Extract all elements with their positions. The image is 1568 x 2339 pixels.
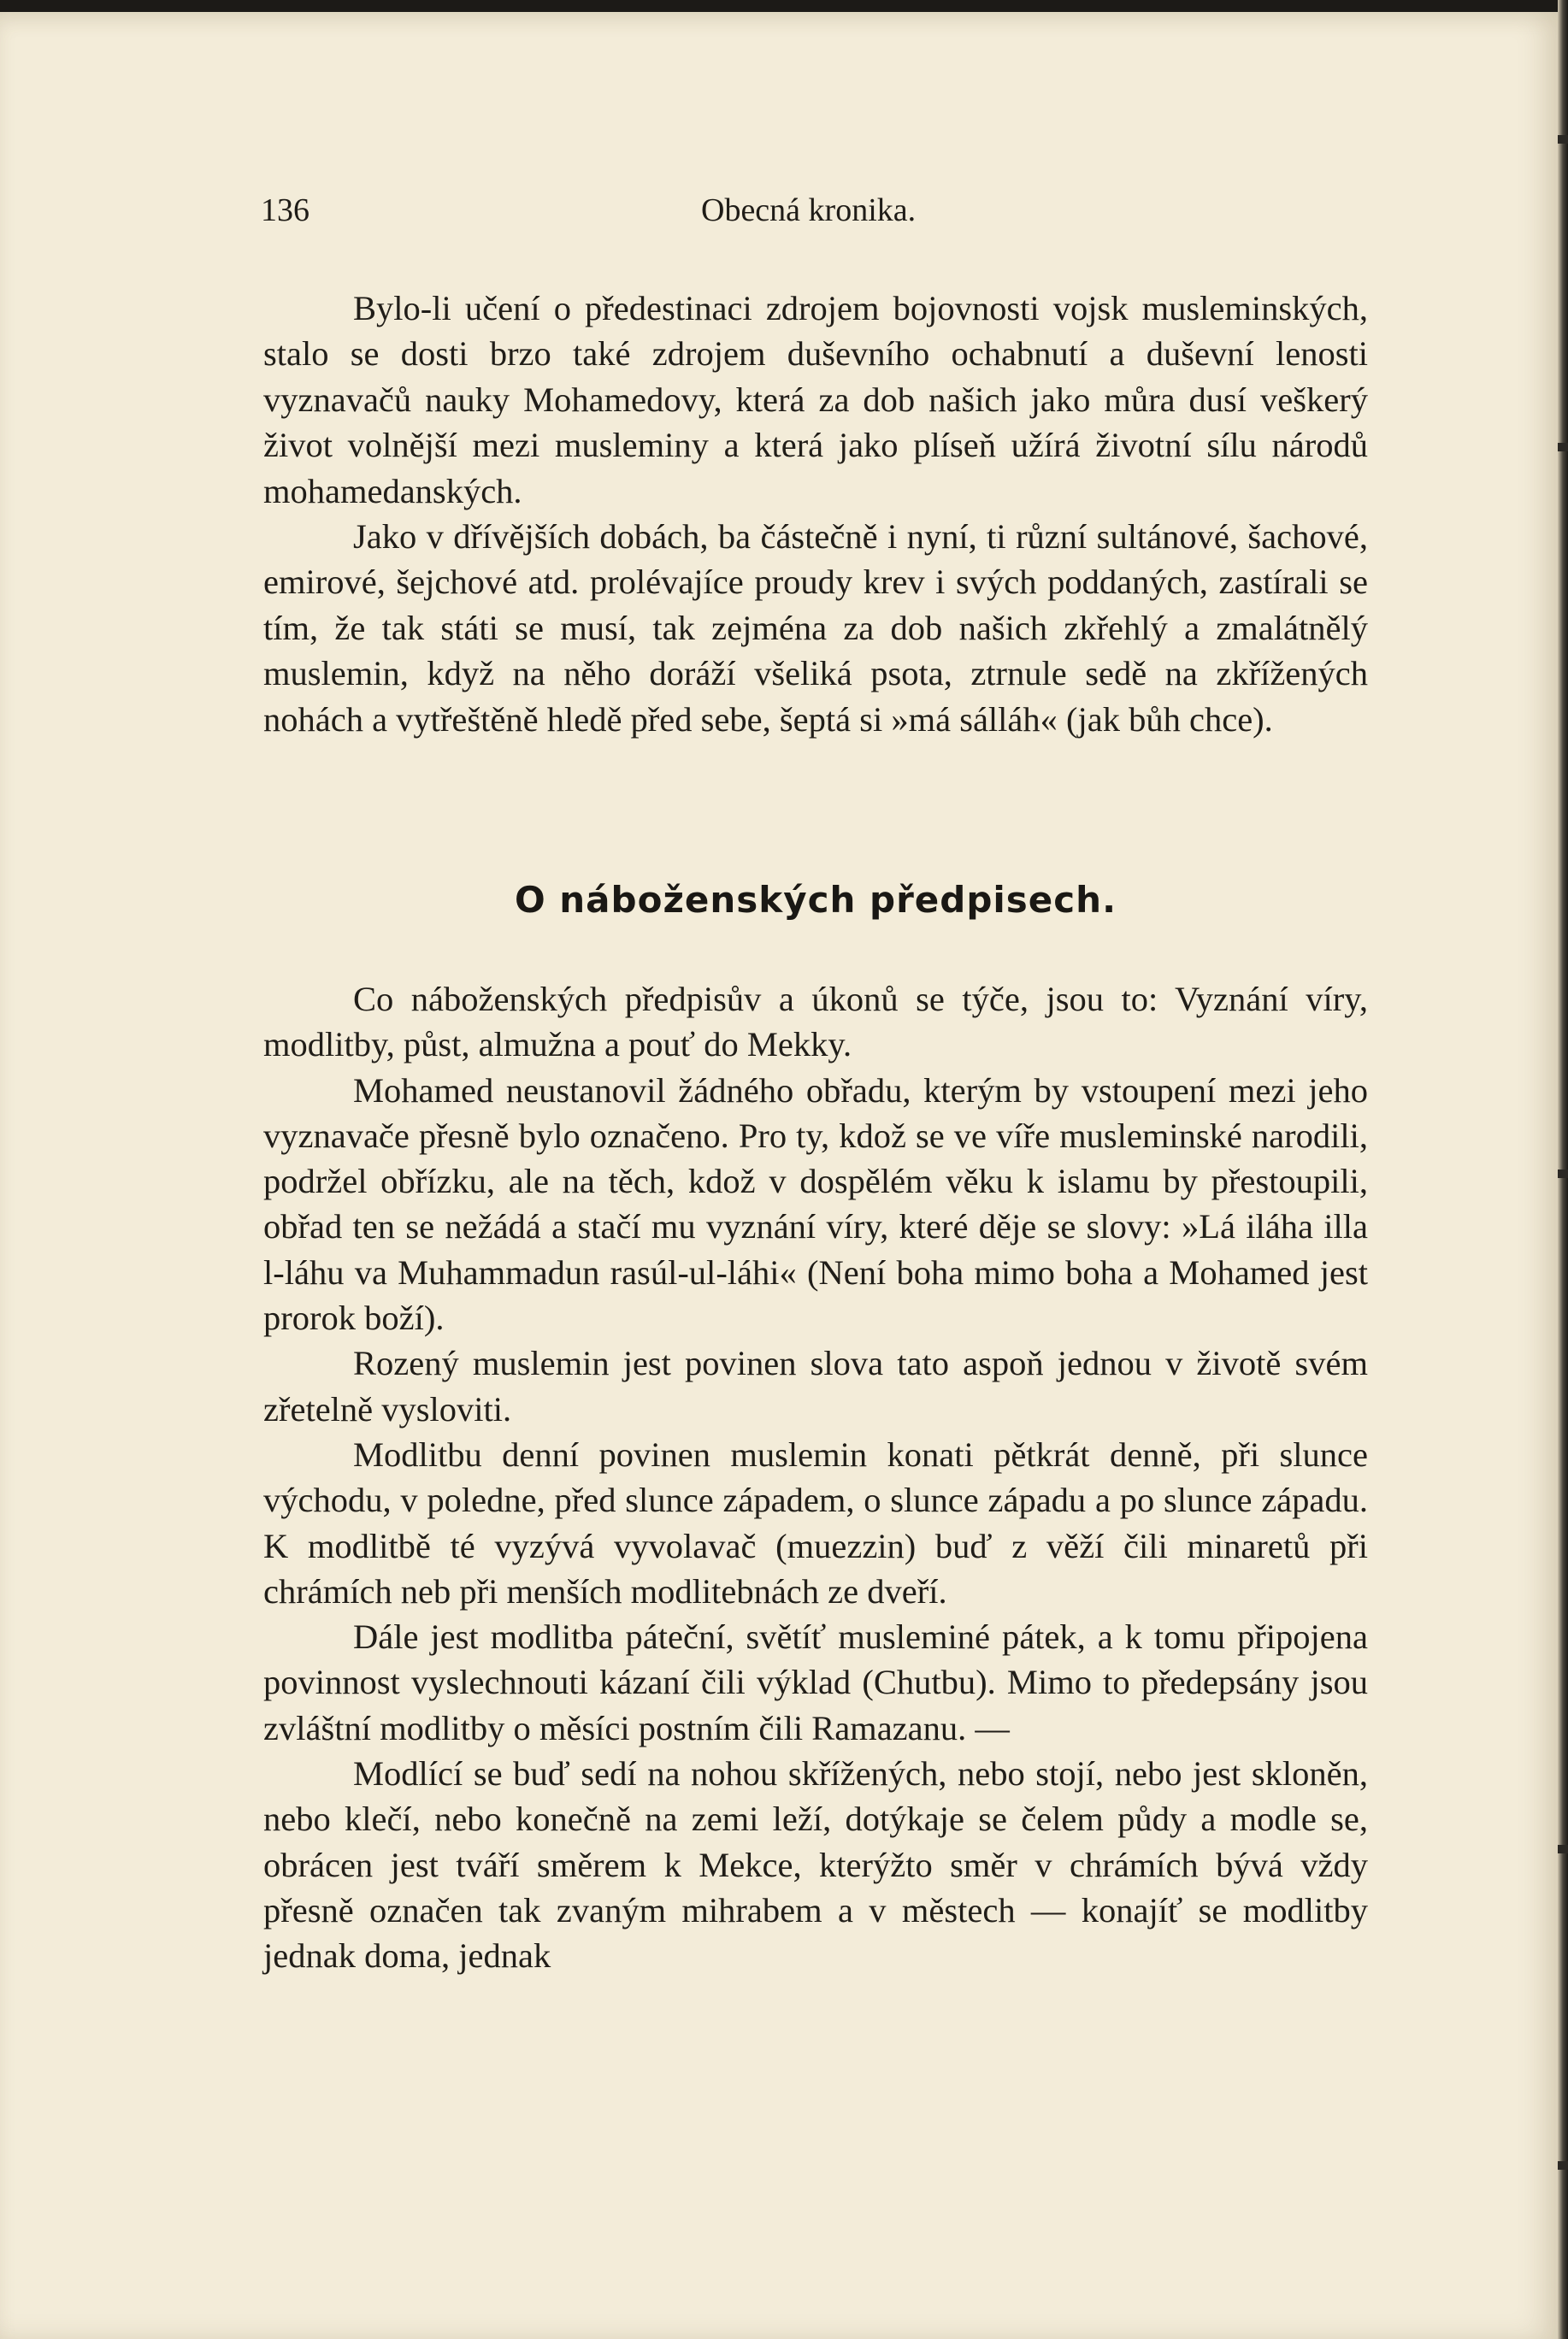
book-page xyxy=(0,12,1558,2339)
paragraph: Modlící se buď sedí na nohou skřížených, nebo stojí, nebo jest skloněn, nebo klečí, nebo konečně na zemi leží, dotýkaje se čelem půdy a modle se, obrácen jest tváří směrem k Mekce, kterýžto směr v chrámích bývá vždy přesně označen tak zvaným mihrabem a v městech — konajíť se modlitby jednak doma, jednak xyxy=(263,1754,1368,1976)
running-title: Obecná kronika. xyxy=(701,192,917,228)
paragraph: Co náboženských předpisův a úkonů se týče, jsou to: Vyznání víry, modlitby, půst, almužna a pouť do Mekky. xyxy=(263,980,1368,1064)
edge-mark xyxy=(1558,135,1568,144)
paragraph: Rozený muslemin jest povinen slova tato aspoň jednou v životě svém zřetelně vysloviti. xyxy=(263,1344,1368,1429)
edge-mark xyxy=(1558,443,1568,451)
text-section-1 xyxy=(263,286,1368,742)
page-number: 136 xyxy=(261,192,309,228)
edge-mark xyxy=(1558,1170,1568,1178)
section-heading: O náboženských předpisech. xyxy=(514,879,1117,921)
page-edge xyxy=(1558,0,1568,2339)
paragraph: Mohamed neustanovil žádného obřadu, kterým by vstoupení mezi jeho vyznavače přesně bylo označeno. Pro ty, kdož se ve víře musleminské narodili, podržel obřízku, ale na těch, kdož v dospělém věku k islamu by přestoupili, obřad ten se nežádá a stačí mu vyznání víry, které děje se slovy: »Lá iláha illa l-láhu va Muhammadun rasúl-ul-láhi« (Není boha mimo boha a Mohamed jest prorok boží). xyxy=(263,1070,1368,1338)
edge-mark xyxy=(1558,1845,1568,1853)
text-section-2 xyxy=(263,976,1368,1979)
paragraph: Dále jest modlitba páteční, světíť musleminé pátek, a k tomu připojena povinnost vyslechnouti kázaní čili výklad (Chutbu). Mimo to předepsány jsou zvláštní modlitby o měsíci postním čili Ramazanu. — xyxy=(263,1617,1368,1747)
paragraph: Jako v dřívějších dobách, ba částečně i nyní, ti různí sultánové, šachové, emirové, šejchové atd. prolévajíce proudy krev i svých poddaných, zastírali se tím, že tak státi se musí, tak zejména za dob našich zkřehlý a zmalátnělý muslemin, když na něho doráží všeliká psota, ztrnule sedě na zkřížených nohách a vytřeštěně hledě před sebe, šeptá si »má sálláh« (jak bůh chce). xyxy=(263,517,1368,739)
paragraph: Bylo-li učení o předestinaci zdrojem bojovnosti vojsk musleminských, stalo se dosti brzo také zdrojem duševního ochabnutí a duševní lenosti vyznavačů nauky Mohamedovy, která za dob našich jako můra dusí veškerý život volnější mezi musleminy a která jako plíseň užírá životní sílu národů mohamedanských. xyxy=(263,289,1368,510)
paragraph: Modlitbu denní povinen muslemin konati pětkrát denně, při slunce východu, v poledne, před slunce západem, o slunce západu a po slunce západu. K modlitbě té vyzývá vyvolavač (muezzin) buď z věží čili minaretů při chrámích neb při menších modlitebnách ze dveří. xyxy=(263,1435,1368,1611)
page-header xyxy=(261,191,1372,239)
edge-mark xyxy=(1558,2161,1568,2170)
